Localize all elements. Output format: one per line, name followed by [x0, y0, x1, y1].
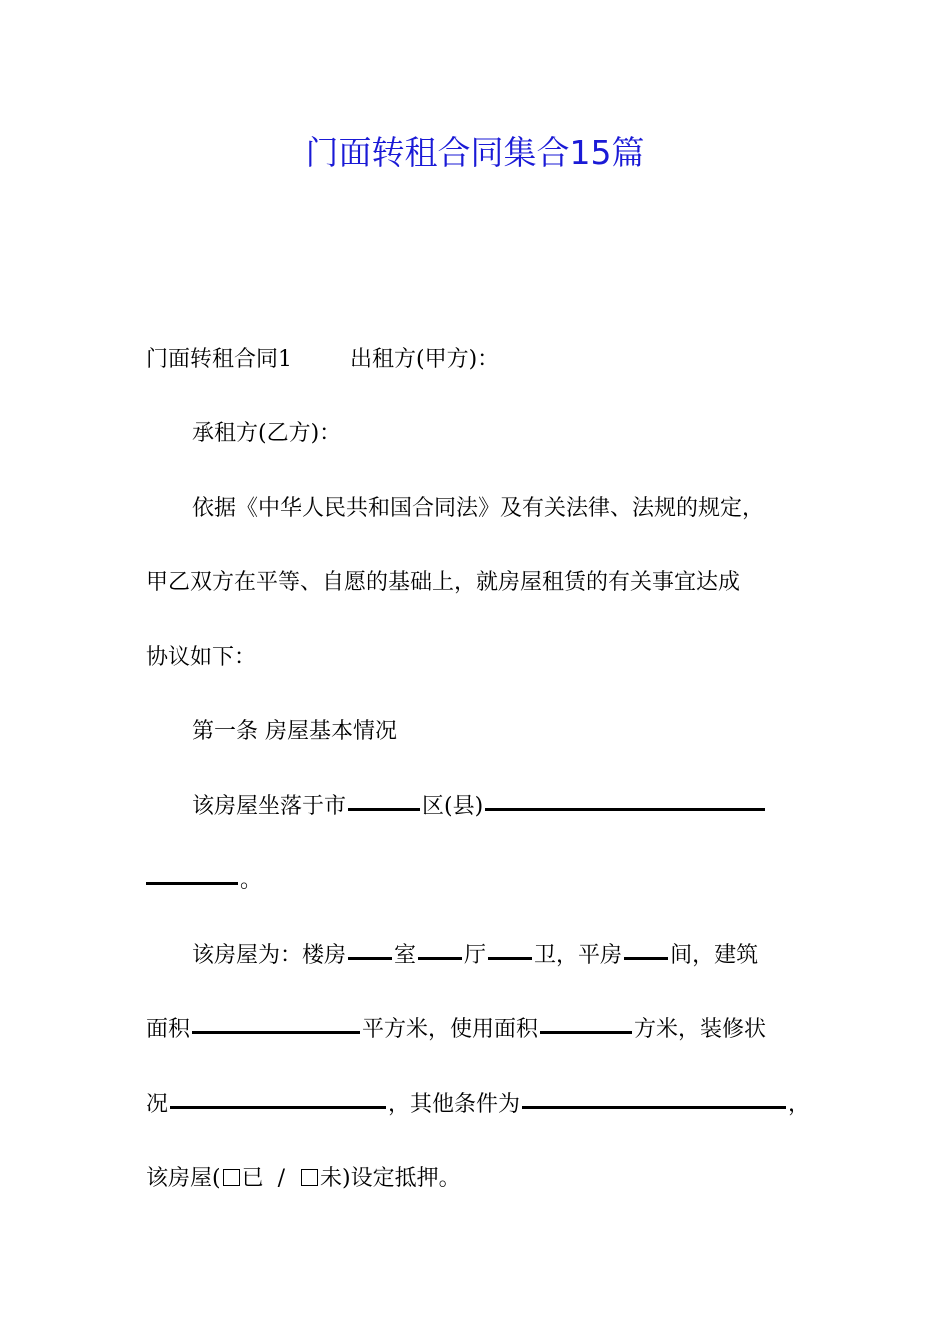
location-line-cont: 。 — [146, 866, 262, 896]
decoration-blank[interactable] — [170, 1104, 386, 1109]
article-1-heading: 第一条 房屋基本情况 — [192, 719, 397, 744]
usable-area-blank[interactable] — [540, 1029, 632, 1034]
condition-line: 况 ，其他条件为 ， — [146, 1092, 811, 1117]
area-line: 面积 平方米，使用面积 方米，装修状 — [146, 1017, 767, 1042]
lessor-label: 出租方(甲方)： — [350, 347, 500, 372]
contract-heading-line — [146, 345, 499, 375]
intro-line-1: 依据《中华人民共和国合同法》及有关法律、法规的规定， — [192, 496, 765, 521]
mortgaged-checkbox[interactable] — [223, 1169, 240, 1186]
other-conditions-blank[interactable] — [522, 1104, 786, 1109]
bungalow-rooms-blank[interactable] — [624, 955, 668, 960]
contract-number-label: 门面转租合同1 — [146, 347, 292, 372]
location-line: 该房屋坐落于市 区(县) — [192, 792, 767, 822]
city-blank[interactable] — [348, 806, 420, 811]
lessee-label: 承租方(乙方)： — [192, 421, 342, 446]
district-address-blank[interactable] — [485, 806, 765, 811]
mortgage-line: 该房屋( 已 / 未)设定抵押。 — [146, 1166, 461, 1191]
halls-blank[interactable] — [418, 955, 462, 960]
page-title: 门面转租合同集合15篇 — [305, 133, 645, 172]
address-blank-cont[interactable] — [146, 880, 238, 885]
intro-line-2: 甲乙双方在平等、自愿的基础上，就房屋租赁的有关事宜达成 — [146, 570, 741, 595]
rooms-blank[interactable] — [348, 955, 392, 960]
building-area-blank[interactable] — [192, 1029, 360, 1034]
intro-line-3: 协议如下： — [146, 645, 257, 670]
baths-blank[interactable] — [488, 955, 532, 960]
layout-line: 该房屋为：楼房 室 厅 卫，平房 间，建筑 — [192, 943, 759, 968]
not-mortgaged-checkbox[interactable] — [301, 1169, 318, 1186]
